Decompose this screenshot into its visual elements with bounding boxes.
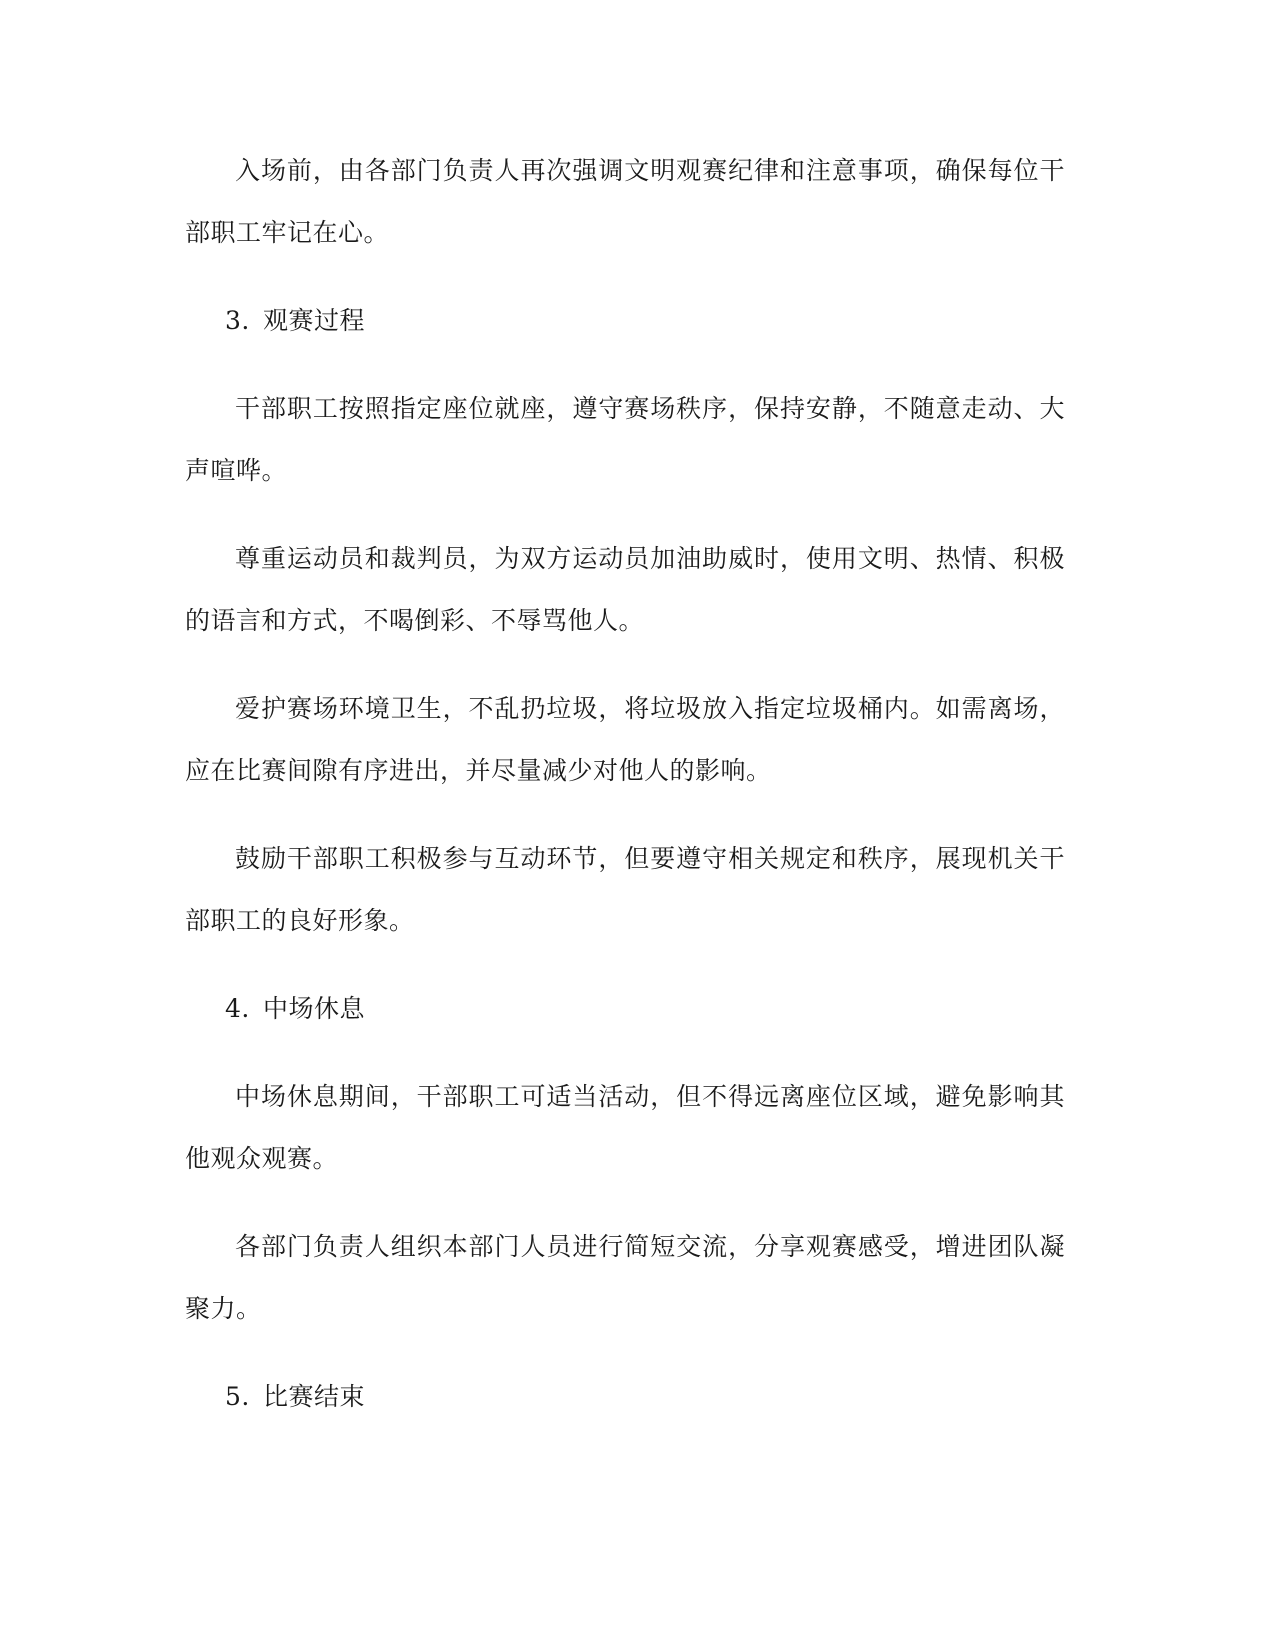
section-title: 观赛过程 [263, 306, 366, 335]
paragraph-respect-athletes: 尊重运动员和裁判员，为双方运动员加油助威时，使用文明、热情、积极的语言和方式，不喝倒彩、不辱骂他人。 [185, 544, 1065, 635]
paragraph-pre-entry-briefing: 入场前，由各部门负责人再次强调文明观赛纪律和注意事项，确保每位干部职工牢记在心。 [185, 156, 1065, 247]
section-heading-viewing-process [185, 290, 1065, 352]
section-title: 比赛结束 [263, 1382, 366, 1411]
section-title: 中场休息 [263, 994, 366, 1023]
section-heading-match-end [185, 1366, 1065, 1428]
document-body [185, 140, 1065, 1454]
paragraph-interaction: 鼓励干部职工积极参与互动环节，但要遵守相关规定和秩序，展现机关干部职工的良好形象。 [185, 844, 1065, 935]
section-number: 3. [225, 306, 250, 335]
paragraph-venue-hygiene: 爱护赛场环境卫生，不乱扔垃圾，将垃圾放入指定垃圾桶内。如需离场，应在比赛间隙有序进出，并尽量减少对他人的影响。 [185, 694, 1065, 785]
section-number: 4. [225, 994, 250, 1023]
section-heading-halftime [185, 978, 1065, 1040]
paragraph-seating-order: 干部职工按照指定座位就座，遵守赛场秩序，保持安静，不随意走动、大声喧哗。 [185, 394, 1065, 485]
paragraph-halftime-activity: 中场休息期间，干部职工可适当活动，但不得远离座位区域，避免影响其他观众观赛。 [185, 1082, 1065, 1173]
section-number: 5. [225, 1382, 250, 1411]
paragraph-team-exchange: 各部门负责人组织本部门人员进行简短交流，分享观赛感受，增进团队凝聚力。 [185, 1232, 1065, 1323]
